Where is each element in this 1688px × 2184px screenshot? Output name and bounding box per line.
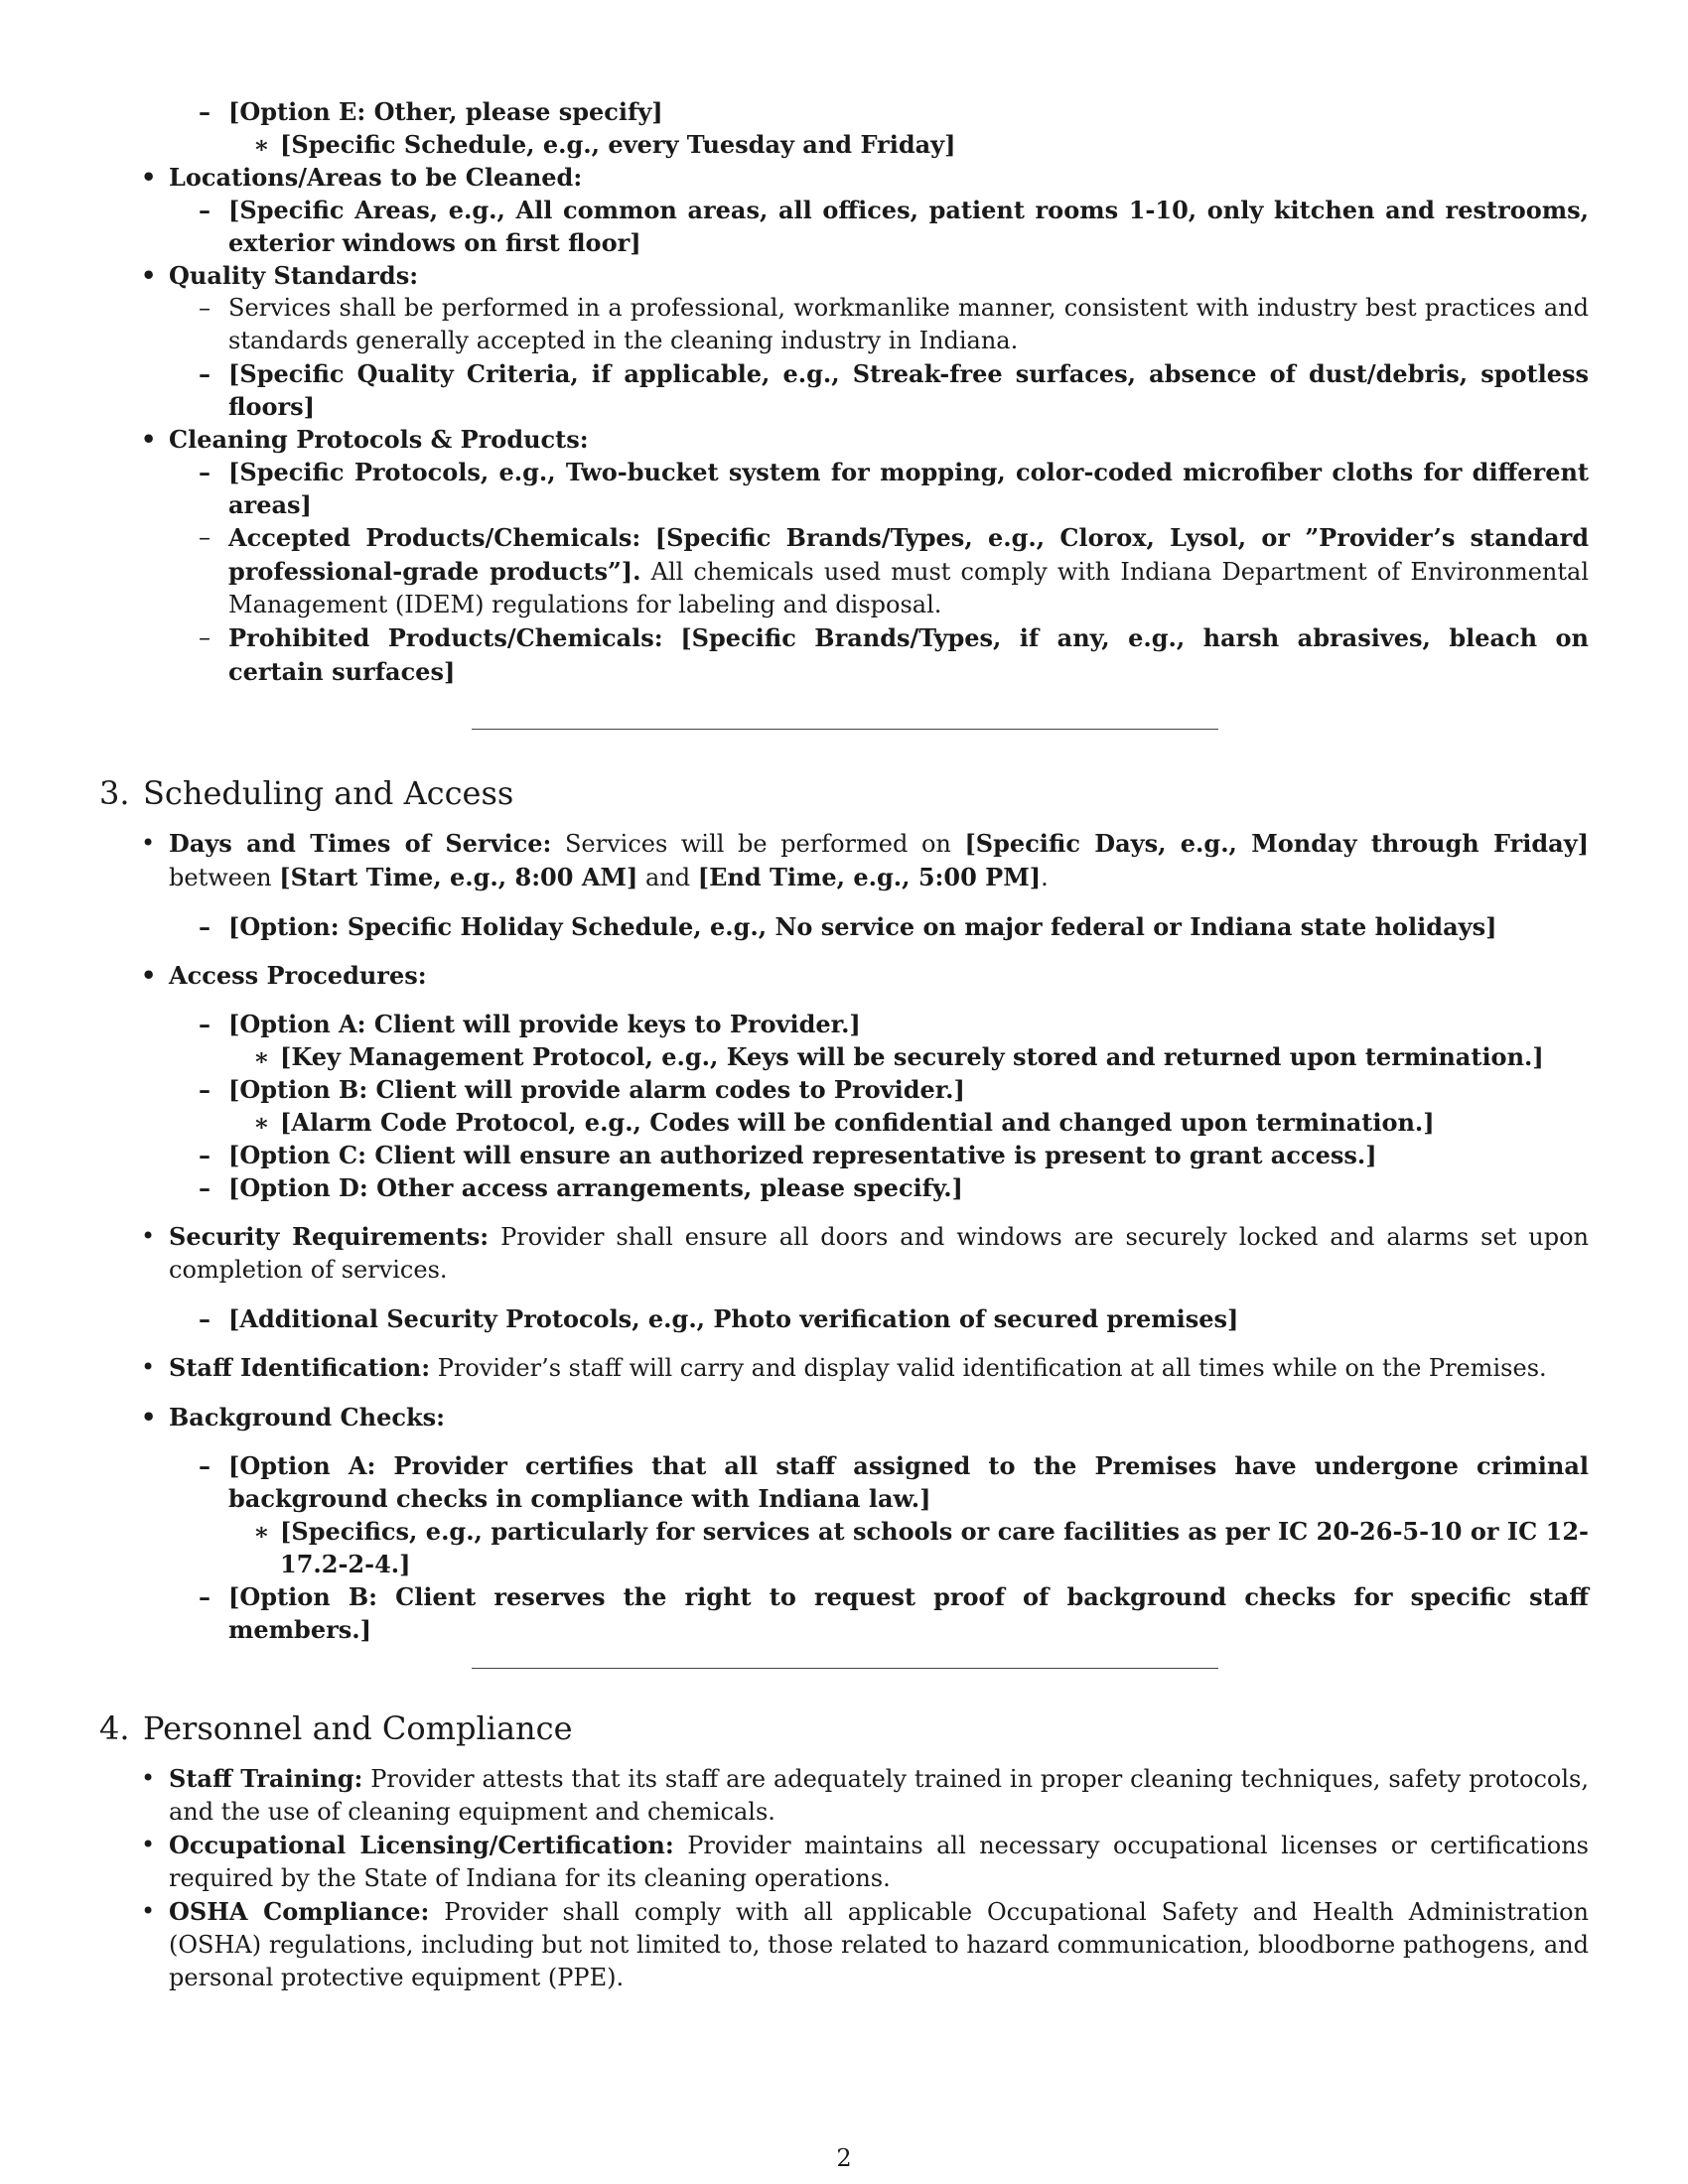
list-item: [99, 1302, 1589, 1335]
staff-id-label: Staff Identification:: [169, 1353, 431, 1382]
holiday-option: [Option: Specific Holiday Schedule, e.g., No service on major federal or Indiana state holidays]: [228, 912, 1497, 941]
section-heading: [99, 1708, 1589, 1748]
list-item: [99, 910, 1589, 943]
days-value: [Specific Days, e.g., Monday through Friday]: [964, 829, 1590, 858]
security-text: Provider shall ensure all doors and windows are securely locked and alarms set upon completion of services.: [169, 1223, 1589, 1284]
list-item: [99, 456, 1589, 521]
days-text: Services will be performed on: [564, 830, 951, 858]
cleaning-list: [99, 95, 1589, 689]
training-text: Provider attests that its staff are adequately trained in proper cleaning techniques, safety protocols, and the use of cleaning equipment and chemicals.: [169, 1765, 1589, 1826]
page-number: 2: [836, 2144, 852, 2172]
list-item: [99, 161, 1589, 194]
list-item: [99, 1171, 1589, 1204]
spacer: [99, 1335, 1589, 1351]
licensing-label: Occupational Licensing/Certification:: [169, 1831, 674, 1859]
list-item: [99, 357, 1589, 423]
section-title: Scheduling and Access: [143, 774, 514, 812]
spacer: [99, 992, 1589, 1008]
list-item: [99, 1073, 1589, 1106]
list-item: [99, 1515, 1589, 1580]
list-item: [99, 423, 1589, 456]
background-heading: Background Checks:: [169, 1403, 445, 1432]
list-item: [99, 95, 1589, 128]
list-item: [99, 259, 1589, 292]
prohibited-label: Prohibited Products/Chemicals:: [228, 623, 663, 652]
quality-criteria: [Specific Quality Criteria, if applicable, e.g., Streak-free surfaces, absence of dust/debris, spotless floors]: [228, 359, 1589, 421]
spacer: [99, 1204, 1589, 1220]
training-label: Staff Training:: [169, 1764, 363, 1793]
days-text: and: [645, 864, 691, 891]
spacer: [99, 943, 1589, 959]
quality-text: Services shall be performed in a professional, workmanlike manner, consistent with industry best practices and standards generally accepted in the cleaning industry in Indiana.: [228, 294, 1589, 354]
spacer: [99, 894, 1589, 910]
protocols-heading: Cleaning Protocols & Products:: [169, 425, 589, 454]
list-item: [99, 128, 1589, 161]
list-item: [99, 1580, 1589, 1646]
section-number: 4.: [99, 1709, 130, 1747]
list-item: [99, 1139, 1589, 1171]
list-item: [99, 1040, 1589, 1073]
locations-item: [Specific Areas, e.g., All common areas, all offices, patient rooms 1-10, only kitchen and restrooms, exterior windows on first floor]: [228, 196, 1589, 257]
option-e: [Option E: Other, please specify]: [228, 97, 663, 126]
prohibited-value: [Specific Brands/Types, if any, e.g., harsh abrasives, bleach on certain surfaces]: [228, 623, 1589, 686]
security-label: Security Requirements:: [169, 1222, 490, 1251]
access-option-a-detail: [Key Management Protocol, e.g., Keys will be securely stored and returned upon termination.]: [280, 1042, 1544, 1071]
list-item: [99, 1106, 1589, 1139]
accepted-value: [Specific Brands/Types, e.g., Clorox, Lysol, or ”Provider’s standard professional-grade products”].: [228, 523, 1589, 586]
option-e-schedule: [Specific Schedule, e.g., every Tuesday and Friday]: [280, 130, 956, 159]
list-item: [99, 1895, 1589, 1994]
list-item: [99, 621, 1589, 689]
background-option-a-detail: [Specifics, e.g., particularly for services at schools or care facilities as per IC 20-26-5-10 or IC 12-17.2-2-4.]: [280, 1517, 1589, 1578]
protocols-item: [Specific Protocols, e.g., Two-bucket system for mopping, color-coded microfiber cloths for different areas]: [228, 458, 1589, 519]
spacer: [99, 1287, 1589, 1302]
list-item: [99, 827, 1589, 894]
section-number: 3.: [99, 774, 130, 812]
end-time: [End Time, e.g., 5:00 PM]: [697, 863, 1042, 891]
quality-heading: Quality Standards:: [169, 261, 419, 290]
spacer: [99, 1433, 1589, 1449]
access-option-b-detail: [Alarm Code Protocol, e.g., Codes will be confidential and changed upon termination.]: [280, 1108, 1435, 1137]
personnel-list: [99, 1762, 1589, 1994]
list-item: [99, 1008, 1589, 1040]
osha-label: OSHA Compliance:: [169, 1897, 430, 1926]
osha-text: Provider shall comply with all applicable Occupational Safety and Health Administration (OSHA) regulations, including but not limited to, those related to hazard communication, bloodborne pathogens, and personal protective equipment (PPE).: [169, 1898, 1589, 1991]
locations-heading: Locations/Areas to be Cleaned:: [169, 163, 583, 192]
accepted-label: Accepted Products/Chemicals:: [228, 523, 641, 552]
days-text: .: [1041, 864, 1049, 891]
access-option-c: [Option C: Client will ensure an authorized representative is present to grant access.]: [228, 1141, 1377, 1169]
list-item: [99, 1829, 1589, 1895]
list-item: [99, 521, 1589, 621]
background-option-a: [Option A: Provider certifies that all staff assigned to the Premises have undergone criminal background checks in compliance with Indiana law.]: [228, 1451, 1589, 1513]
spacer: [99, 1385, 1589, 1401]
list-item: [99, 1401, 1589, 1433]
access-option-a: [Option A: Client will provide keys to Provider.]: [228, 1010, 861, 1038]
scheduling-list: [99, 827, 1589, 1646]
document-page: [99, 95, 1589, 1994]
accepted-text: All chemicals used must comply with Indiana Department of Environmental Management (IDEM) regulations for labeling and disposal.: [228, 558, 1589, 618]
start-time: [Start Time, e.g., 8:00 AM]: [279, 863, 638, 891]
licensing-text: Provider maintains all necessary occupational licenses or certifications required by the State of Indiana for its cleaning operations.: [169, 1832, 1589, 1892]
list-item: [99, 292, 1589, 357]
list-item: [99, 1762, 1589, 1829]
access-heading: Access Procedures:: [169, 961, 427, 990]
list-item: [99, 1220, 1589, 1287]
days-text: between: [169, 864, 272, 891]
section-title: Personnel and Compliance: [143, 1709, 573, 1747]
access-option-b: [Option B: Client will provide alarm codes to Provider.]: [228, 1075, 965, 1104]
list-item: [99, 1351, 1589, 1385]
staff-id-text: Provider’s staff will carry and display valid identification at all times while on the Premises.: [437, 1354, 1547, 1382]
list-item: [99, 194, 1589, 259]
days-label: Days and Times of Service:: [169, 829, 552, 858]
security-additional: [Additional Security Protocols, e.g., Photo verification of secured premises]: [228, 1304, 1239, 1333]
list-item: [99, 959, 1589, 992]
section-heading: [99, 773, 1589, 813]
list-item: [99, 1449, 1589, 1515]
access-option-d: [Option D: Other access arrangements, please specify.]: [228, 1173, 963, 1202]
background-option-b: [Option B: Client reserves the right to request proof of background checks for specific staff members.]: [228, 1582, 1589, 1644]
